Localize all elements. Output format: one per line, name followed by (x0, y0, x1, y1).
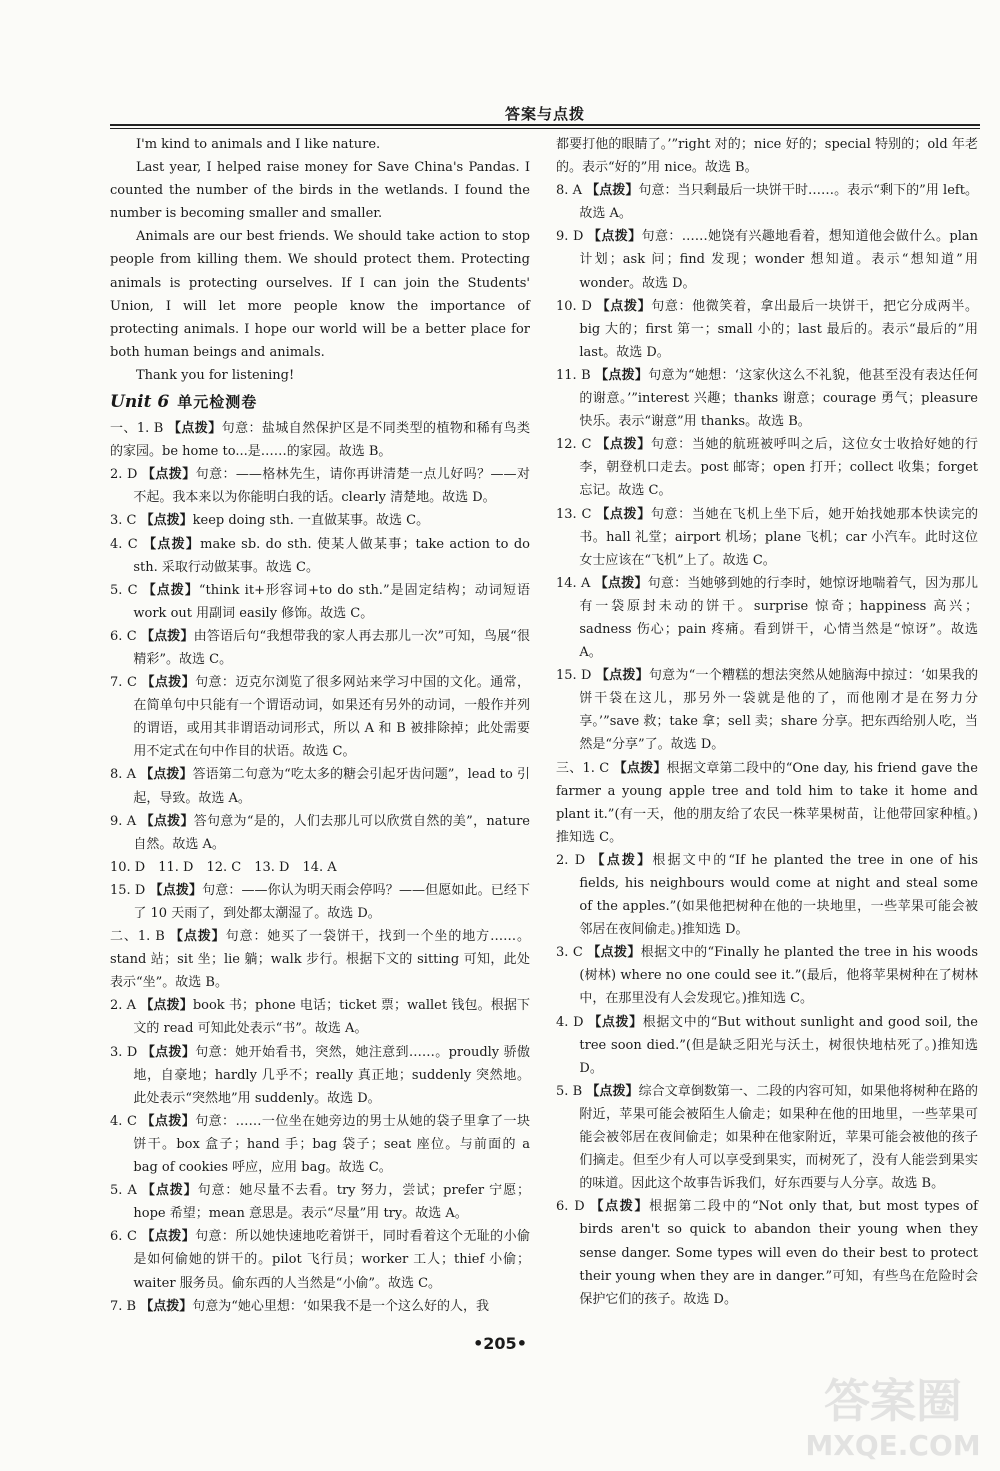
answer-item (556, 364, 978, 433)
hint-tag: 【点拨】 (140, 628, 194, 644)
hint-tag: 【点拨】 (140, 1298, 193, 1314)
answer-explanation: 句意：他微笑着，拿出最后一块饼干，把它分成两半。big 大的；first 第一；small 小的；last 最后的。表示“最后的”用 last。故选 D。 (579, 298, 978, 360)
answer-number: 9. D (556, 229, 584, 245)
left-column (110, 133, 530, 1318)
hint-tag: 【点拨】 (169, 929, 226, 945)
unit-heading (110, 389, 530, 415)
answer-number: 10. D (556, 298, 592, 314)
answer-list-left (110, 417, 530, 1318)
answer-number: 5. A (110, 1183, 137, 1199)
answer-explanation: keep doing sth. 一直做某事。故选 C。 (192, 513, 430, 529)
right-column (556, 133, 978, 1311)
answer-item (556, 433, 978, 502)
hint-tag: 【点拨】 (149, 882, 203, 898)
answer-item (110, 1295, 530, 1318)
hint-tag: 【点拨】 (141, 467, 196, 483)
answer-item (556, 179, 978, 225)
answer-number: 2. D (110, 467, 138, 483)
answer-explanation: 句意：她尽量不去看。try 努力，尝试；prefer 宁愿；hope 希望；mean 意思是。表示“尽量”用 try。故选 A。 (133, 1183, 530, 1222)
answer-number: 4. C (110, 1113, 137, 1129)
answer-item (110, 925, 530, 994)
answer-item (110, 579, 530, 625)
hint-tag: 【点拨】 (595, 367, 649, 383)
answer-item (110, 625, 530, 671)
header-rule-thin (110, 128, 980, 129)
header-rule (110, 124, 980, 126)
answer-item (556, 295, 978, 364)
hint-tag: 【点拨】 (141, 1183, 198, 1199)
answer-item (110, 671, 530, 763)
hint-tag: 【点拨】 (596, 437, 651, 453)
hint-tag: 【点拨】 (613, 760, 667, 776)
answer-item (556, 757, 978, 849)
answer-number: 9. A (110, 813, 137, 829)
hint-tag: 【点拨】 (140, 513, 193, 529)
page-number: •205• (473, 1334, 527, 1353)
answer-explanation: 句意：当她够到她的行李时，她惊讶地喘着气，因为那儿有一袋原封未动的饼干。surprise 惊奇；happiness 高兴；sadness 伤心；pain 疼痛。看到饼干，心情当然是“惊讶”。故选 A。 (579, 575, 978, 661)
hint-tag: 【点拨】 (590, 1199, 650, 1215)
answer-number: 2. D (556, 852, 586, 868)
hint-tag: 【点拨】 (586, 183, 639, 199)
answer-item (110, 1110, 530, 1179)
hint-tag: 【点拨】 (141, 1044, 196, 1060)
answer-explanation: 答语第二句意为“吃太多的糖会引起牙齿问题”，lead to 引起，导致。故选 A。 (133, 767, 530, 806)
unit-subtitle: 单元检测卷 (177, 393, 258, 412)
answer-number: 10. D 11. D 12. C 13. D 14. A (110, 859, 337, 875)
answer-number: 12. C (556, 437, 592, 453)
answer-number: 11. B (556, 367, 591, 383)
answer-explanation: book 书；phone 电话；ticket 票；wallet 钱包。根据下文的 read 可知此处表示“书”。故选 A。 (133, 998, 530, 1037)
answer-number: 二、1. B (110, 929, 165, 945)
answer-explanation: 根据第二段中的“Not only that, but most types of birds aren't so quick to abandon their young when they sense danger. Some types will even do their best to protect their young when they are in danger.”可知，有些鸟在危险时会保护它们的孩子。故选 D。 (579, 1199, 978, 1307)
answer-explanation: 句意：当她的航班被呼叫之后，这位女士收拾好她的行李，朝登机口走去。post 邮寄；open 打开；collect 收集；forget 忘记。故选 C。 (579, 437, 978, 499)
answer-number: 3. D (110, 1044, 138, 1060)
answer-number: 8. A (110, 767, 137, 783)
hint-tag: 【点拨】 (140, 998, 193, 1014)
hint-tag: 【点拨】 (167, 421, 222, 437)
hint-tag: 【点拨】 (596, 506, 651, 522)
answer-explanation: “think it+形容词+to do sth.”是固定结构；动词短语 work out 用副词 easily 修饰。故选 C。 (133, 582, 530, 621)
hint-tag: 【点拨】 (594, 575, 648, 591)
answer-item (110, 856, 530, 879)
hint-tag: 【点拨】 (587, 945, 641, 961)
answer-number: 3. C (110, 513, 137, 529)
answer-explanation: 都要打他的眼睛了。’”right 对的；nice 好的；special 特别的；old 年老的。表示“好的”用 nice。故选 B。 (556, 137, 978, 176)
answer-number: 15. D (110, 882, 146, 898)
answer-explanation: 句意：……她饶有兴趣地看着，想知道他会做什么。plan 计划；ask 问；find 发现；wonder 想知道。表示“想知道”用 wonder。故选 D。 (579, 229, 979, 291)
answer-item (556, 1080, 978, 1195)
unit-title: Unit 6 (110, 392, 170, 413)
hint-tag: 【点拨】 (143, 536, 201, 552)
answer-number: 6. C (110, 628, 137, 644)
watermark-line2: MXQE.COM (805, 1429, 981, 1462)
answer-number: 4. C (110, 536, 138, 552)
hint-tag: 【点拨】 (595, 668, 649, 684)
watermark-logo (798, 1359, 988, 1463)
answer-explanation: 根据文中的“Finally he planted the tree in his woods (树林) where no one could see it.”(最后，他将苹果树种在了树林中，在那里没有人会发现它。)推知选 C。 (579, 945, 978, 1007)
answer-explanation: 句意：当她在飞机上坐下后，她开始找她那本快读完的书。hall 礼堂；airport 机场；plane 飞机；car 小汽车。此时这位女士应该在“飞机”上了。故选 C。 (579, 506, 978, 568)
answer-number: 6. D (556, 1199, 585, 1215)
answer-item (110, 509, 530, 532)
answer-item (110, 463, 530, 509)
answer-item (110, 1041, 530, 1110)
answer-item (110, 810, 530, 856)
answer-item (556, 941, 978, 1010)
hint-tag: 【点拨】 (142, 582, 199, 598)
answer-item (556, 1011, 978, 1080)
speech-paragraph: Last year, I helped raise money for Save China's Pandas. I counted the number of the birds in the wetlands. I found the number is becoming smaller and smaller. (110, 160, 530, 222)
answer-number: 6. C (110, 1229, 137, 1245)
answer-item (556, 572, 978, 664)
answer-item (556, 664, 978, 756)
answer-explanation: 句意：当只剩最后一块饼干时……。表示“剩下的”用 left。故选 A。 (579, 183, 978, 222)
answer-explanation: 句意：——你认为明天雨会停吗？——但愿如此。已经下了 10 天雨了，到处都太潮湿了。故选 D。 (133, 882, 530, 921)
speech-paragraph: Animals are our best friends. We should take action to stop people from killing them. We should protect them. Protecting animals is protecting ourselves. If I can join the Students' Union, I will let more people know the importance of protecting animals. I hope our world will be a better place for both human beings and animals. (110, 229, 530, 360)
hint-tag: 【点拨】 (596, 298, 652, 314)
answer-number: 14. A (556, 575, 591, 591)
answer-item (110, 994, 530, 1040)
answer-explanation: 句意为“一个糟糕的想法突然从她脑海中掠过：‘如果我的饼干袋在这儿，那另外一袋就是他的了，而他刚才是在努力分享。’”save 救；take 拿；sell 卖；share 分享。把东西给别人吃，当然是“分享”了。故选 D。 (579, 668, 978, 753)
page-header: 答案与点拨 (504, 105, 585, 123)
answer-explanation: 句意：迈克尔浏览了很多网站来学习中国的文化。通常，在简单句中只能有一个谓语动词，如果还有另外的动词，一般作并列的谓语，或用其非谓语动词形式，所以 A 和 B 被排除掉；此处需要用不定式在句中作目的状语。故选 C。 (133, 675, 530, 760)
speech-line: I'm kind to animals and I like nature. (136, 137, 381, 152)
answer-number: 15. D (556, 668, 592, 684)
answer-explanation: 句意为“她心里想：‘如果我不是一个这么好的人，我 (192, 1298, 490, 1314)
hint-tag: 【点拨】 (586, 1083, 639, 1099)
answer-explanation: 根据文中的“But without sunlight and good soil, the tree soon died.”(但是缺乏阳光与沃土，树很快地枯死了。)推知选 D。 (579, 1014, 978, 1076)
hint-tag: 【点拨】 (140, 767, 193, 783)
answer-item (110, 1179, 530, 1225)
answer-explanation: make sb. do sth. 使某人做某事；take action to do sth. 采取行动做某事。故选 C。 (133, 536, 530, 575)
answer-number: 7. B (110, 1298, 137, 1314)
answer-item (556, 133, 978, 179)
answer-list-right (556, 133, 978, 1311)
answer-number: 5. B (556, 1083, 583, 1099)
answer-number: 8. A (556, 183, 582, 199)
answer-explanation: 句意：——格林先生，请你再讲清楚一点儿好吗？——对不起。我本来以为你能明白我的话。clearly 清楚地。故选 D。 (133, 467, 530, 506)
answer-number: 三、1. C (556, 760, 610, 776)
answer-item (110, 417, 530, 463)
answer-explanation: 根据文章第二段中的“One day, his friend gave the farmer a young apple tree and told him to take it home and plant it.”(有一天，他的朋友给了农民一株苹果树苗，让他带回家种植。)推知选 C。 (556, 760, 978, 845)
answer-number: 5. C (110, 582, 138, 598)
answer-explanation: 句意：所以她快速地吃着饼干，同时看着这个无耻的小偷是如何偷她的饼干的。pilot 飞行员；worker 工人；thief 小偷；waiter 服务员。偷东西的人当然是“小偷”。故选 C。 (133, 1229, 530, 1291)
hint-tag: 【点拨】 (588, 1014, 643, 1030)
answer-item (110, 879, 530, 925)
answer-item (556, 1195, 978, 1310)
answer-number: 2. A (110, 998, 137, 1014)
answer-number: 13. C (556, 506, 592, 522)
watermark-line1: 答案圈 (824, 1374, 962, 1428)
answer-item (110, 763, 530, 809)
answer-number: 3. C (556, 945, 583, 961)
hint-tag: 【点拨】 (141, 1113, 196, 1129)
answer-explanation: 句意：她开始看书，突然，她注意到……。proudly 骄傲地，自豪地；hardly 几乎不；really 真正地；suddenly 突然地。此处表示“突然地”用 suddenly。故选 D。 (133, 1044, 530, 1106)
answer-item (556, 849, 978, 941)
hint-tag: 【点拨】 (141, 675, 196, 691)
hint-tag: 【点拨】 (140, 813, 194, 829)
answer-explanation: 综合文章倒数第一、二段的内容可知，如果他将树种在路的附近，苹果可能会被陌生人偷走；如果种在他的田地里，一些苹果可能会被邻居在夜间偷走；如果种在他家附近，苹果可能会被他的孩子们摘走。但至少有人可以享受到果实，而树死了，没有人能尝到果实的味道。因此这个故事告诉我们，好东西要与人分享。故选 B。 (579, 1083, 978, 1192)
answer-item (556, 225, 978, 294)
answer-explanation: 句意：盐城自然保护区是不同类型的植物和稀有鸟类的家园。be home to...是……的家园。故选 B。 (110, 421, 530, 460)
answer-explanation: 句意：她买了一袋饼干，找到一个坐的地方……。stand 站；sit 坐；lie 躺；walk 步行。根据下文的 sitting 可知，此处表示“坐”。故选 B。 (110, 929, 530, 991)
hint-tag: 【点拨】 (141, 1229, 196, 1245)
answer-explanation: 句意：……一位坐在她旁边的男士从她的袋子里拿了一块饼干。box 盒子；hand 手；bag 袋子；seat 座位。与前面的 a bag of cookies 呼应，应用 bag。故选 C。 (133, 1113, 530, 1176)
answer-explanation: 由答语后句“我想带我的家人再去那儿一次”可知，鸟展“很精彩”。故选 C。 (133, 628, 530, 667)
answer-explanation: 根据文中的“If he planted the tree in one of his fields, his neighbours would come at night and steal some of the apples.”(如果他把树种在他的一块地里，一些苹果可能会被邻居在夜间偷走。)推知选 D。 (579, 852, 978, 938)
speech-closing: Thank you for listening! (136, 367, 295, 383)
answer-explanation: 句意为“她想：‘这家伙这么不礼貌，他甚至没有表达任何的谢意。’”interest 兴趣；thanks 谢意；courage 勇气；pleasure 快乐。表示“谢意”用 thanks。故选 B。 (579, 367, 978, 430)
answer-item (110, 533, 530, 579)
hint-tag: 【点拨】 (591, 852, 653, 868)
answer-number: 7. C (110, 675, 137, 691)
hint-tag: 【点拨】 (587, 229, 642, 245)
answer-item (556, 503, 978, 572)
answer-explanation: 答句意为“是的，人们去那儿可以欣赏自然的美”，nature 自然。故选 A。 (133, 813, 530, 852)
answer-number: 4. D (556, 1014, 584, 1030)
answer-item (110, 1225, 530, 1294)
answer-number: 一、1. B (110, 421, 164, 437)
